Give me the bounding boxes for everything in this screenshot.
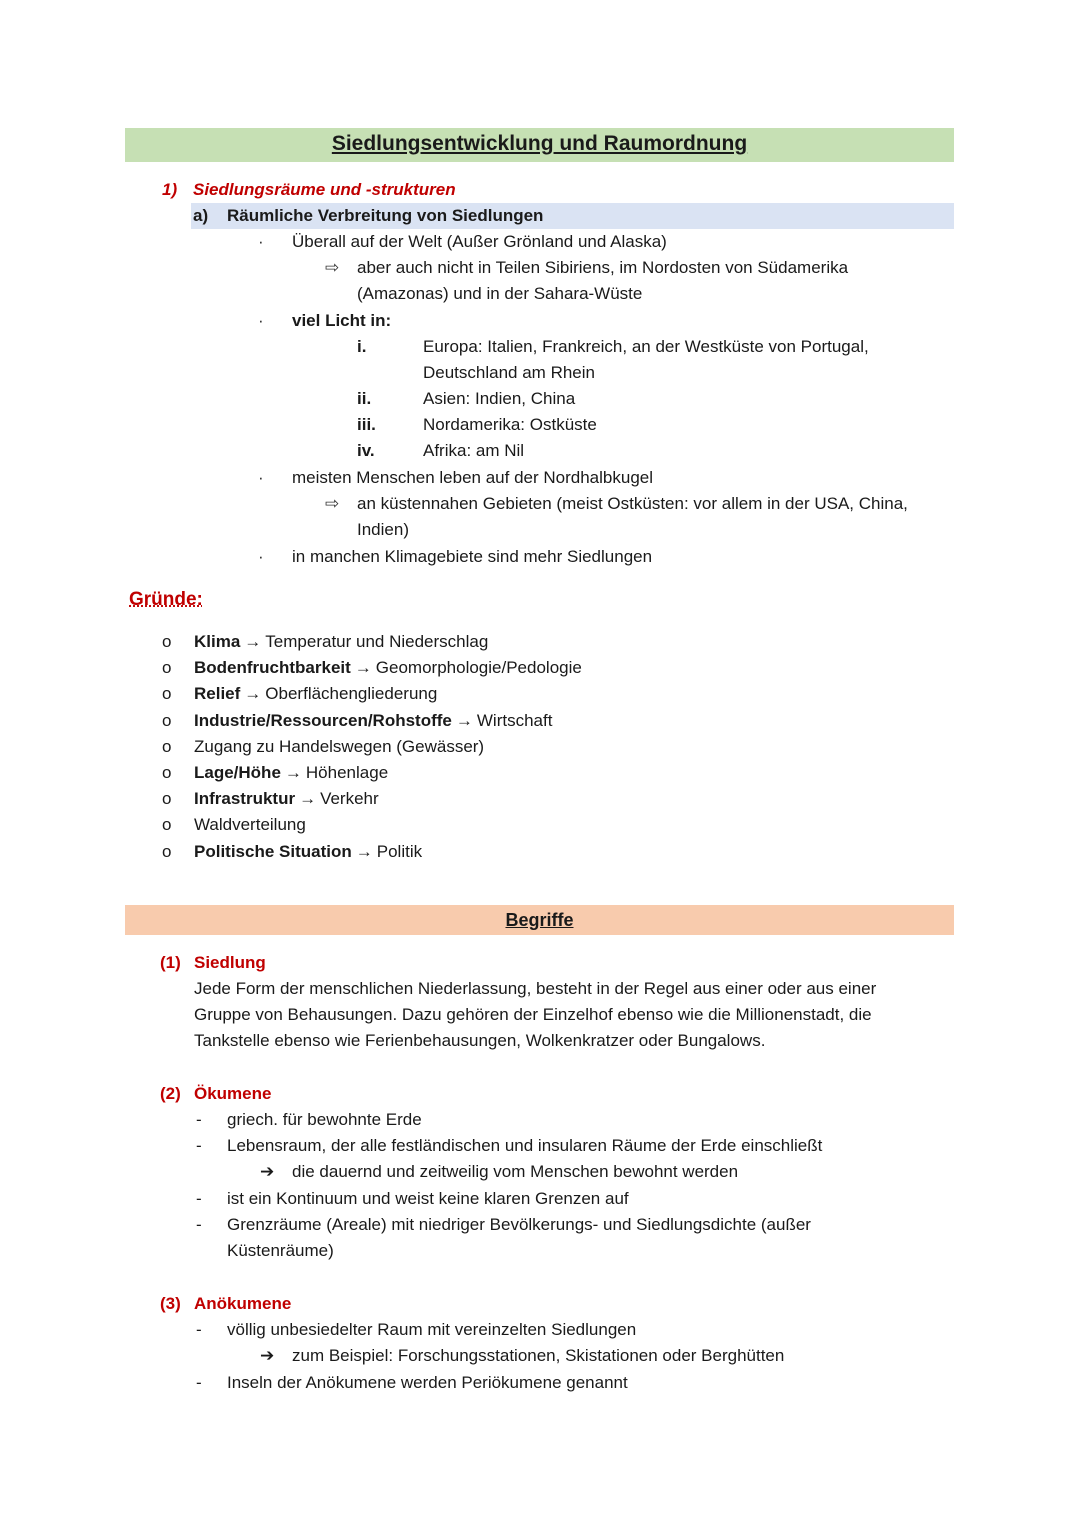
reason-text: Geomorphologie/Pedologie	[375, 658, 582, 678]
reason-keyword: Politische Situation	[194, 841, 352, 861]
subsection-heading: Räumliche Verbreitung von Siedlungen	[227, 206, 544, 225]
roman-text-continued: Deutschland am Rhein	[423, 363, 595, 382]
circle-bullet-icon: o	[162, 684, 172, 704]
term-point: griech. für bewohnte Erde	[227, 1110, 422, 1129]
roman-number: ii.	[357, 389, 372, 408]
reason-text: Wirtschaft	[476, 710, 553, 730]
circle-bullet-icon: o	[162, 763, 172, 782]
term-arrow-text: die dauernd und zeitweilig vom Menschen bewohnt werden	[292, 1162, 739, 1181]
reason-item	[194, 658, 582, 678]
reason-text: Verkehr	[320, 789, 379, 809]
right-arrow-icon: →	[284, 763, 302, 782]
bold-arrow-icon: ➔	[260, 1346, 275, 1365]
roman-number: iv.	[357, 441, 375, 460]
reason-item	[194, 737, 484, 757]
subsection-number: a)	[193, 206, 209, 225]
circle-bullet-icon: o	[162, 815, 172, 835]
reason-item	[194, 763, 388, 783]
reason-keyword: Industrie/Ressourcen/Rohstoffe	[194, 710, 452, 730]
term-label: Anökumene	[194, 1294, 292, 1313]
dash: -	[196, 1320, 202, 1339]
roman-text: Europa: Italien, Frankreich, an der Westküste von Portugal,	[423, 337, 869, 356]
arrow-text-continued: (Amazonas) und in der Sahara-Wüste	[357, 284, 643, 303]
term-point: ist ein Kontinuum und weist keine klaren Grenzen auf	[227, 1189, 629, 1208]
reason-item	[194, 842, 422, 862]
circle-bullet-icon: o	[162, 841, 172, 861]
term-number: (1)	[160, 953, 181, 972]
right-arrow-icon: →	[244, 632, 262, 651]
bullet-dot: ·	[258, 311, 264, 330]
term-point: Grenzräume (Areale) mit niedriger Bevölkerungs- und Siedlungsdichte (außer	[227, 1215, 811, 1234]
section-number: 1)	[162, 180, 178, 199]
term-point-continued: Küstenräume)	[227, 1241, 334, 1260]
reason-text: Temperatur und Niederschlag	[265, 632, 489, 651]
page-title: Siedlungsentwicklung und Raumordnung	[331, 132, 748, 155]
right-arrow-icon: →	[354, 658, 372, 678]
reason-item	[194, 815, 306, 835]
reason-keyword: Infrastruktur	[194, 789, 296, 809]
circle-bullet-icon: o	[162, 710, 172, 730]
term-number: (2)	[160, 1084, 181, 1103]
circle-bullet-icon: o	[162, 658, 172, 678]
term-arrow-text: zum Beispiel: Forschungsstationen, Skistationen oder Berghütten	[292, 1346, 785, 1365]
term-label: Ökumene	[194, 1084, 272, 1103]
reason-keyword: Relief	[194, 684, 241, 704]
reason-item	[194, 684, 437, 704]
arrow-text-continued: Indien)	[357, 520, 409, 539]
term-definition: Tankstelle ebenso wie Ferienbehausungen, Wolkenkratzer oder Bungalows.	[194, 1031, 766, 1050]
right-arrow-icon: →	[299, 789, 317, 809]
reason-text: Höhenlage	[305, 763, 389, 782]
arrow-text: aber auch nicht in Teilen Sibiriens, im Nordosten von Südamerika	[357, 258, 849, 277]
term-point: Inseln der Anökumene werden Periökumene genannt	[227, 1373, 628, 1392]
term-point: Lebensraum, der alle festländischen und insularen Räume der Erde einschließt	[227, 1136, 823, 1155]
term-number: (3)	[160, 1294, 181, 1313]
roman-number: i.	[357, 337, 367, 356]
bullet-text: in manchen Klimagebiete sind mehr Siedlungen	[292, 547, 653, 566]
bullet-text: Überall auf der Welt (Außer Grönland und Alaska)	[292, 232, 667, 251]
section-heading: Siedlungsräume und -strukturen	[193, 180, 456, 199]
roman-number: iii.	[357, 415, 376, 434]
bullet-dot: ·	[258, 468, 264, 487]
reason-keyword: Lage/Höhe	[194, 763, 281, 782]
right-arrow-icon: →	[355, 841, 373, 861]
reason-text: Politik	[376, 841, 423, 861]
dash: -	[196, 1136, 202, 1155]
bullet-dot: ·	[258, 547, 264, 566]
bullet-text: meisten Menschen leben auf der Nordhalbkugel	[292, 468, 654, 487]
circle-bullet-icon: o	[162, 789, 172, 809]
dash: -	[196, 1189, 202, 1208]
bullet-text: viel Licht in:	[292, 311, 392, 330]
gruende-heading: Gründe:	[129, 589, 203, 610]
reason-item	[194, 711, 552, 731]
begriffe-heading: Begriffe	[505, 910, 574, 930]
dash: -	[196, 1373, 202, 1392]
circle-bullet-icon: o	[162, 736, 172, 756]
dash: -	[196, 1215, 202, 1234]
hollow-arrow-icon: ⇨	[325, 258, 340, 277]
reason-item	[194, 632, 488, 652]
right-arrow-icon: →	[244, 684, 262, 704]
dash: -	[196, 1110, 202, 1129]
bold-arrow-icon: ➔	[260, 1162, 275, 1181]
reason-text: Oberflächengliederung	[265, 684, 438, 704]
roman-text: Afrika: am Nil	[423, 441, 525, 460]
right-arrow-icon: →	[455, 710, 473, 730]
reason-item	[194, 789, 379, 809]
reason-keyword: Klima	[194, 632, 241, 651]
reason-keyword: Bodenfruchtbarkeit	[194, 658, 351, 678]
bullet-dot: ·	[258, 232, 264, 251]
roman-text: Nordamerika: Ostküste	[423, 415, 597, 434]
hollow-arrow-icon: ⇨	[325, 494, 340, 513]
arrow-text: an küstennahen Gebieten (meist Ostküsten: vor allem in der USA, China,	[357, 494, 908, 513]
roman-text: Asien: Indien, China	[423, 389, 576, 408]
circle-bullet-icon: o	[162, 632, 172, 651]
term-definition: Jede Form der menschlichen Niederlassung, besteht in der Regel aus einer oder aus einer	[194, 979, 877, 998]
reason-text: Waldverteilung	[194, 815, 306, 835]
term-label: Siedlung	[194, 953, 266, 972]
reason-text: Zugang zu Handelswegen (Gewässer)	[194, 736, 485, 756]
term-definition: Gruppe von Behausungen. Dazu gehören der Einzelhof ebenso wie die Millionenstadt, die	[194, 1005, 872, 1024]
term-point: völlig unbesiedelter Raum mit vereinzelten Siedlungen	[227, 1320, 637, 1339]
